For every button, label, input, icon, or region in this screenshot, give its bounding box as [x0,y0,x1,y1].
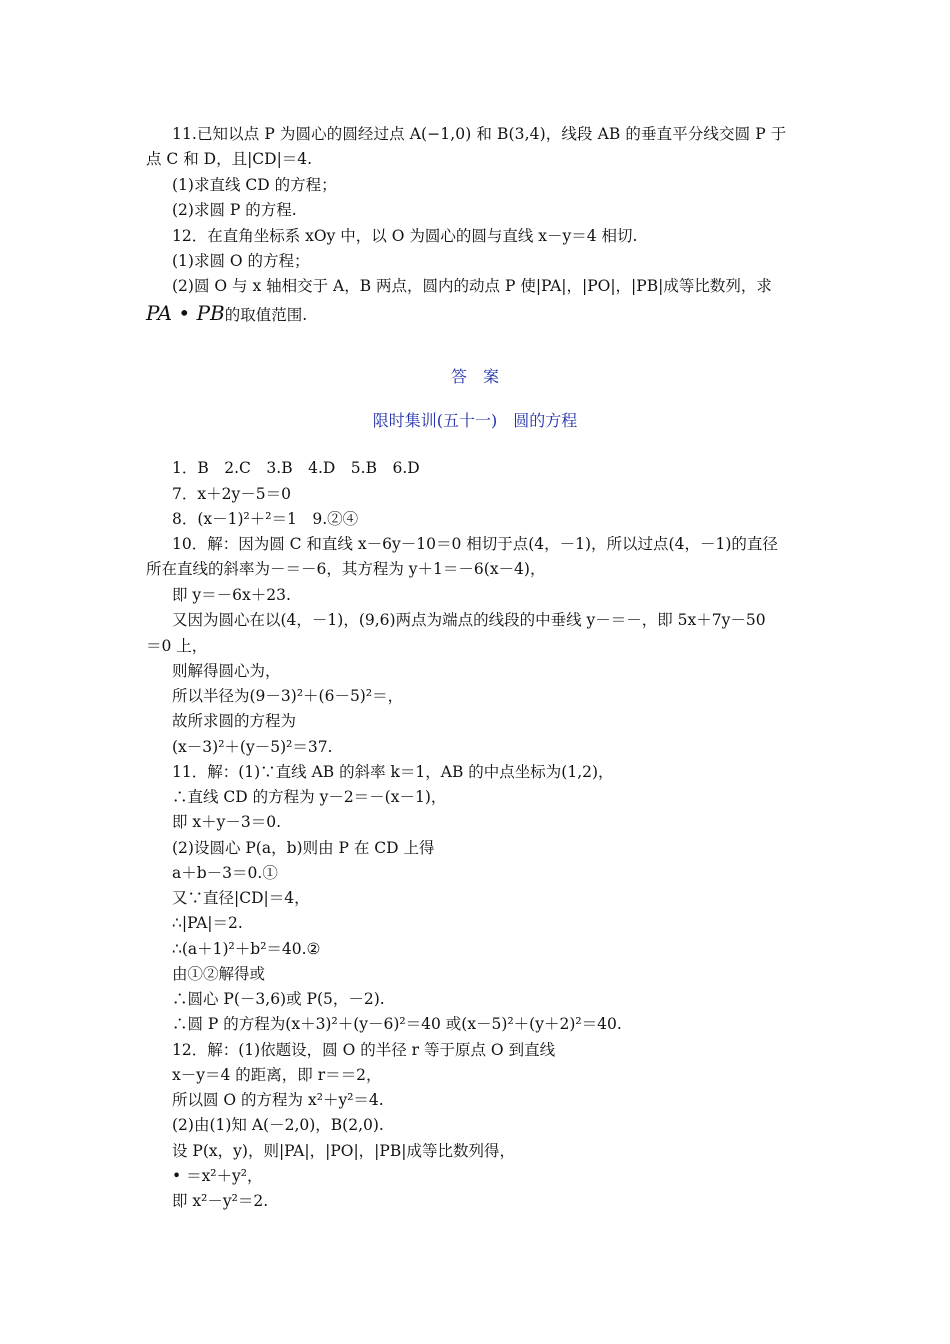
answer-line: 所在直线的斜率为－＝－6，其方程为 y＋1＝－6(x－4)， [146,560,546,578]
answer-line: 11．解：(1)∵直线 AB 的斜率 k＝1，AB 的中点坐标为(1,2)， [172,763,614,781]
problem-12-question-1: (1)求圆 O 的方程； [172,252,310,270]
problem-11-line-1: 11.已知以点 P 为圆心的圆经过点 A(−1,0) 和 B(3,4)，线段 AB 的垂直平分线交圆 P 于 [172,125,787,143]
answer-line: ∴圆心 P(－3,6)或 P(5，－2). [172,990,385,1008]
answer-line: ∴圆 P 的方程为(x＋3)²＋(y－6)²＝40 或(x－5)²＋(y＋2)²＝40. [172,1015,622,1033]
problem-12-line-1: 12．在直角坐标系 xOy 中，以 O 为圆心的圆与直线 x－y＝4 相切. [172,227,638,245]
answer-line: (2)由(1)知 A(－2,0)，B(2,0). [172,1116,384,1134]
answer-line: 即 y＝－6x＋23. [172,586,291,604]
answer-line: ＝0 上， [146,637,208,655]
answer-line: 即 x＋y－3＝0. [172,813,282,831]
answer-line: 12．解：(1)依题设，圆 O 的半径 r 等于原点 O 到直线 [172,1041,556,1059]
problem-12-question-2: (2)圆 O 与 x 轴相交于 A，B 两点，圆内的动点 P 使|PA|，|PO|，|PB|成等比数列，求 [172,277,772,295]
answer-line: 故所求圆的方程为 [172,712,297,730]
answers-title: 答案 [450,367,515,386]
problem-12-question-2-end [146,303,307,325]
answer-line: a＋b－3＝0.① [172,864,278,882]
answer-line: ∴|PA|＝2. [172,914,243,932]
answer-line: x－y＝4 的距离，即 r＝＝2， [172,1066,382,1084]
answer-line: 10．解：因为圆 C 和直线 x－6y－10＝0 相切于点(4，－1)，所以过点(4，－1)的直径 [172,535,778,553]
answer-line: 又因为圆心在以(4，－1)，(9,6)两点为端点的线段的中垂线 y－＝－，即 5x＋7y－50 [172,611,766,629]
answer-line: 7．x＋2y－5＝0 [172,485,291,503]
problem-11-question-2: (2)求圆 P 的方程. [172,201,297,219]
section-title: 限时集训(五十一) 圆的方程 [372,411,578,430]
answer-line: (x－3)²＋(y－5)²＝37. [172,738,333,756]
answer-line: 1．B 2.C 3.B 4.D 5.B 6.D [172,459,420,477]
answer-line: 设 P(x，y)，则|PA|，|PO|，|PB|成等比数列得， [172,1142,515,1160]
answer-line: 则解得圆心为， [172,662,281,680]
answer-line: ∴(a＋1)²＋b²＝40.② [172,940,321,958]
problem-11-line-2: 点 C 和 D，且|CD|＝4. [146,150,313,168]
answer-line: 所以圆 O 的方程为 x²＋y²＝4. [172,1091,384,1109]
vector-product-expression: PA • PB [146,301,225,325]
answer-line: 8．(x－1)²＋²＝1 9.②④ [172,510,359,528]
answer-line: 由①②解得或 [172,965,266,983]
answer-line: 即 x²－y²＝2. [172,1192,269,1210]
answer-line: (2)设圆心 P(a，b)则由 P 在 CD 上得 [172,839,435,857]
answer-line: ∴直线 CD 的方程为 y－2＝－(x－1)， [172,788,447,806]
problem-12-question-2-tail: 的取值范围. [224,306,308,324]
answer-line: 所以半径为(9－3)²＋(6－5)²＝， [172,687,404,705]
problem-11-question-1: (1)求直线 CD 的方程； [172,176,337,194]
answer-line: 又∵直径|CD|＝4， [172,889,310,907]
answer-line: • ＝x²＋y²， [172,1167,263,1185]
